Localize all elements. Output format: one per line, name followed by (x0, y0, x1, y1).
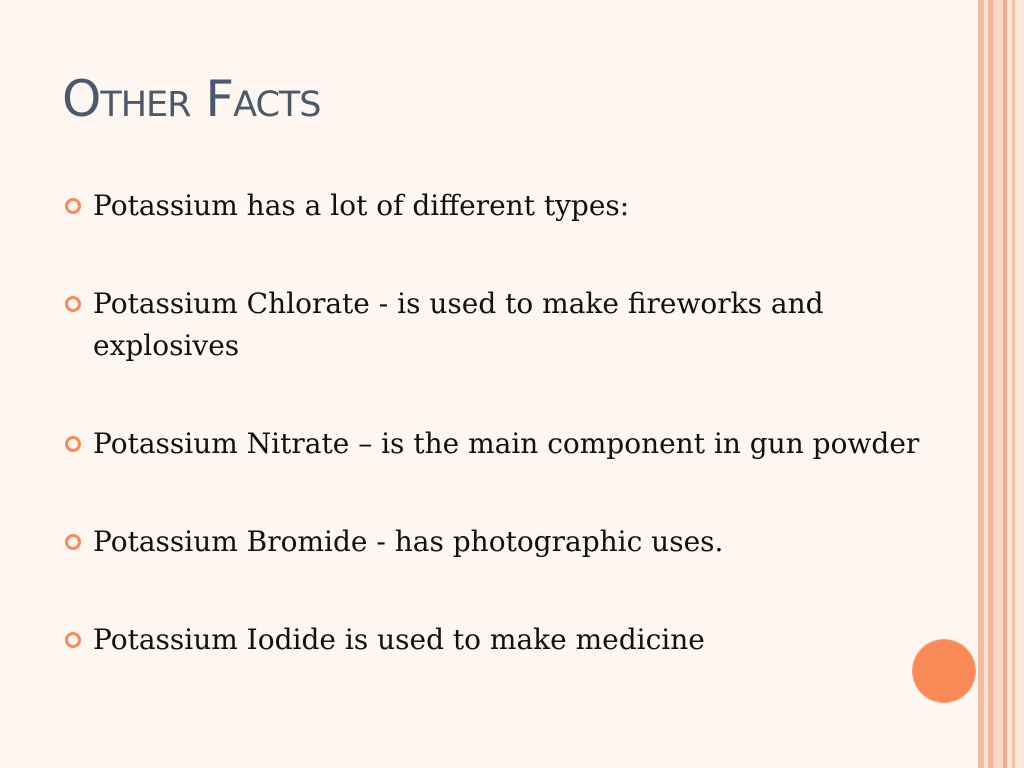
bullet-text: Potassium Iodide is used to make medicine (93, 623, 705, 656)
bullet-text: Potassium Chlorate - is used to make fireworks and explosives (93, 287, 824, 362)
bullet-marker-icon (65, 198, 81, 214)
bullet-list (64, 185, 924, 717)
border-stripe (1007, 0, 1024, 768)
slide-title: Other Facts (62, 70, 321, 128)
bullet-item (64, 423, 924, 465)
bullet-item (64, 619, 924, 661)
bullet-text: Potassium Bromide - has photographic uses. (93, 525, 724, 558)
bullet-item (64, 521, 924, 563)
border-stripe (1012, 0, 1015, 768)
bullet-item (64, 283, 924, 367)
bullet-text: Potassium Nitrate – is the main component in gun powder (93, 427, 920, 460)
bullet-marker-icon (65, 296, 81, 312)
bullet-marker-icon (65, 632, 81, 648)
bullet-item (64, 185, 924, 227)
border-stripe (993, 0, 1003, 768)
bullet-text: Potassium has a lot of different types: (93, 189, 630, 222)
bullet-marker-icon (65, 436, 81, 452)
bullet-marker-icon (65, 534, 81, 550)
